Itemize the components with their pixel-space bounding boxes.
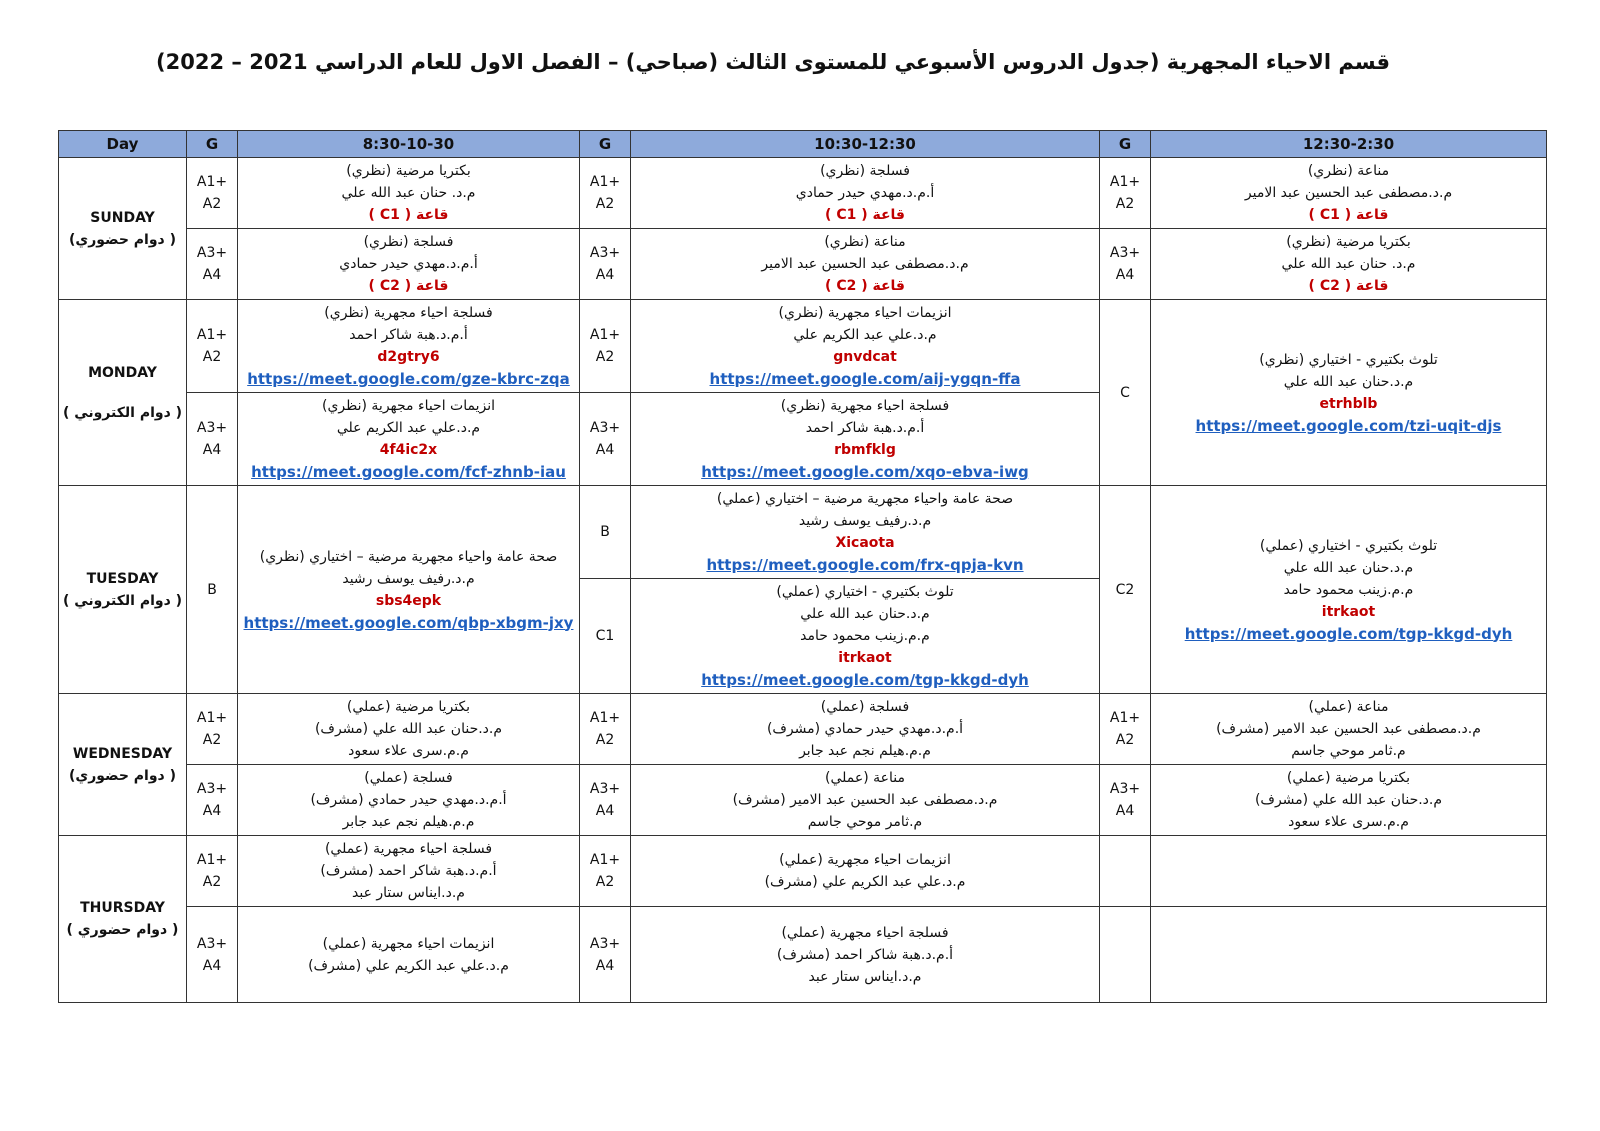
- teacher-name: م.د.ايناس ستار عبد: [808, 968, 922, 985]
- tuesday-row-1: [59, 486, 1547, 579]
- hall-label: قاعة ( C1 ): [1308, 207, 1389, 223]
- hall-label: قاعة ( C2 ): [1308, 278, 1389, 294]
- meet-link[interactable]: https://meet.google.com/tgp-kkgd-dyh: [701, 671, 1029, 689]
- header-group: G: [187, 131, 238, 158]
- empty-cell: [1100, 907, 1151, 1003]
- group-label: A4: [595, 957, 615, 974]
- meet-link[interactable]: https://meet.google.com/aij-ygqn-ffa: [709, 370, 1021, 388]
- subject-name: انزيمات احياء مجهرية (نظري): [321, 398, 496, 414]
- group-label: A3+: [196, 420, 228, 436]
- teacher-name: أ.م.د.هبة شاكر احمد: [349, 327, 468, 343]
- day-cell-wednesday: [59, 694, 187, 836]
- group-label: A1+: [196, 327, 228, 343]
- header-row: [59, 131, 1547, 158]
- group-label: A4: [595, 803, 615, 819]
- subject-name: انزيمات احياء مجهرية (عملي): [322, 935, 495, 952]
- meet-link[interactable]: https://meet.google.com/xqo-ebva-iwg: [701, 463, 1029, 481]
- class-cell: [631, 229, 1100, 300]
- class-cell: [631, 765, 1100, 836]
- day-cell-thursday: [59, 836, 187, 1003]
- class-cell: [238, 229, 580, 300]
- group-label: A2: [202, 732, 222, 748]
- day-mode: ( دوام الكتروني ): [62, 592, 183, 609]
- meet-link[interactable]: https://meet.google.com/frx-qpja-kvn: [706, 556, 1024, 574]
- teacher-name: م.د.مصطفى عبد الحسين عبد الامير (مشرف): [1216, 721, 1481, 737]
- teacher-name: م.د.علي عبد الكريم علي: [336, 420, 481, 436]
- group-label: A3+: [1109, 245, 1141, 261]
- group-label: A3+: [196, 781, 228, 797]
- group-label: A2: [202, 196, 222, 212]
- class-code: d2gtry6: [377, 349, 440, 365]
- group-cell: [187, 229, 238, 300]
- subject-name: تلوث بكتيري - اختياري (عملي): [1259, 537, 1438, 554]
- hall-label: قاعة ( C2 ): [368, 278, 449, 294]
- subject-name: انزيمات احياء مجهرية (نظري): [778, 305, 952, 321]
- group-label: A4: [1115, 267, 1135, 283]
- subject-name: فسلجة (عملي): [364, 770, 453, 786]
- group-label: A2: [595, 874, 615, 890]
- meet-link[interactable]: https://meet.google.com/fcf-zhnb-iau: [251, 463, 566, 481]
- header-group: G: [1100, 131, 1151, 158]
- group-label: A3+: [589, 245, 621, 261]
- group-label: A4: [202, 957, 222, 974]
- class-cell: [1151, 300, 1547, 486]
- group-cell: [1100, 300, 1151, 486]
- hall-label: قاعة ( C1 ): [825, 207, 905, 223]
- group-label: A3+: [589, 935, 621, 952]
- group-label: A3+: [589, 420, 621, 436]
- subject-name: مناعة (عملي): [1308, 699, 1389, 715]
- group-label: A2: [595, 732, 615, 748]
- group-label: A4: [595, 442, 615, 458]
- teacher-name: م.ثامر موحي جاسم: [1291, 743, 1406, 759]
- class-cell: [1151, 694, 1547, 765]
- teacher-name: أ.م.د.مهدي حيدر حمادي (مشرف): [766, 721, 964, 737]
- group-label: A3+: [196, 935, 228, 952]
- group-cell: [187, 158, 238, 229]
- group-label: A4: [202, 267, 222, 283]
- meet-link[interactable]: https://meet.google.com/tgp-kkgd-dyh: [1184, 624, 1513, 643]
- teacher-name: م.د.مصطفى عبد الحسين عبد الامير: [1244, 185, 1453, 201]
- class-code: gnvdcat: [833, 349, 897, 365]
- group-label: A2: [595, 349, 615, 365]
- hall-label: قاعة ( C1 ): [368, 207, 449, 223]
- day-name: TUESDAY: [86, 570, 159, 587]
- class-cell: [631, 836, 1100, 907]
- subject-name: بكتريا مرضية (عملي): [346, 699, 471, 715]
- subject-name: صحة عامة واحياء مجهرية مرضية – اختياري (نظري): [259, 548, 558, 565]
- group-label: A2: [202, 349, 222, 365]
- class-cell: [631, 158, 1100, 229]
- header-slot-3: 12:30-2:30: [1151, 131, 1547, 158]
- group-label: A2: [595, 196, 615, 212]
- class-code: itrkaot: [838, 650, 892, 666]
- teacher-name: أ.م.د.مهدي حيدر حمادي (مشرف): [310, 792, 507, 808]
- class-cell: [1151, 486, 1547, 694]
- class-cell: [631, 907, 1100, 1003]
- day-mode: ( دوام حضوري): [68, 231, 177, 248]
- subject-name: مناعة (نظري): [824, 234, 906, 250]
- wednesday-row-1: [59, 694, 1547, 765]
- day-name: WEDNESDAY: [72, 745, 173, 762]
- wednesday-row-2: [59, 765, 1547, 836]
- meet-link[interactable]: https://meet.google.com/qbp-xbgm-jxy: [243, 613, 574, 632]
- page-title: قسم الاحياء المجهرية (جدول الدروس الأسبوعي للمستوى الثالث (صباحي) – الفصل الاول للعام الدراسي 2021 – 2022): [156, 50, 1390, 74]
- subject-name: مناعة (نظري): [1307, 163, 1390, 179]
- group-label: A1+: [196, 174, 228, 190]
- class-code: 4f4ic2x: [379, 442, 438, 458]
- class-code: rbmfklg: [834, 442, 896, 458]
- class-code: etrhblb: [1319, 395, 1378, 412]
- teacher-name: م.د.حنان عبد الله علي: [800, 606, 930, 622]
- teacher-name: م.د.علي عبد الكريم علي (مشرف): [308, 957, 509, 974]
- group-label: B: [600, 524, 610, 540]
- teacher-name: أ.م.د.هبة شاكر احمد (مشرف): [776, 946, 954, 963]
- class-cell: [238, 694, 580, 765]
- teacher-name: م.د.علي عبد الكريم علي: [793, 327, 937, 343]
- thursday-row-2: [59, 907, 1547, 1003]
- teacher-name: م.م.هيلم نجم عبد جابر: [342, 814, 475, 830]
- subject-name: بكتريا مرضية (عملي): [1286, 770, 1411, 786]
- class-cell: [631, 300, 1100, 393]
- group-cell: [1100, 229, 1151, 300]
- group-label: B: [207, 581, 217, 598]
- group-label: C: [1120, 384, 1130, 401]
- subject-name: بكتريا مرضية (نظري): [346, 163, 471, 179]
- meet-link[interactable]: https://meet.google.com/tzi-uqit-djs: [1195, 416, 1502, 435]
- header-day: Day: [59, 131, 187, 158]
- group-label: A4: [595, 267, 615, 283]
- class-code: Xicaota: [835, 535, 895, 551]
- teacher-name: م.د.علي عبد الكريم علي (مشرف): [764, 874, 966, 890]
- group-cell: [187, 694, 238, 765]
- day-name: MONDAY: [88, 364, 157, 381]
- group-cell: [580, 158, 631, 229]
- thursday-row-1: [59, 836, 1547, 907]
- group-cell: [187, 486, 238, 694]
- header-slot-2: 10:30-12:30: [631, 131, 1100, 158]
- group-label: A1+: [196, 852, 228, 868]
- teacher-name: أ.م.د.مهدي حيدر حمادي: [339, 256, 478, 272]
- subject-name: تلوث بكتيري - اختياري (نظري): [1259, 351, 1438, 368]
- subject-name: فسلجة (عملي): [820, 699, 910, 715]
- class-cell: [1151, 229, 1547, 300]
- teacher-name: م.د.مصطفى عبد الحسين عبد الامير (مشرف): [732, 792, 998, 808]
- group-cell: [580, 765, 631, 836]
- group-cell: [580, 579, 631, 694]
- group-label: A1+: [589, 174, 621, 190]
- teacher-name: م.م.زينب محمود حامد: [800, 628, 930, 644]
- group-cell: [187, 907, 238, 1003]
- teacher-name: م.ثامر موحي جاسم: [807, 814, 923, 830]
- subject-name: فسلجة احياء مجهرية (عملي): [324, 841, 493, 857]
- group-label: A4: [1115, 803, 1135, 819]
- teacher-name: م.د.مصطفى عبد الحسين عبد الامير: [761, 256, 969, 272]
- group-cell: [580, 907, 631, 1003]
- group-cell: [1100, 765, 1151, 836]
- group-cell: [580, 300, 631, 393]
- day-cell-monday: [59, 300, 187, 486]
- group-label: A3+: [1109, 781, 1141, 797]
- group-label: C1: [595, 628, 615, 644]
- monday-row-1: [59, 300, 1547, 393]
- class-cell: [1151, 765, 1547, 836]
- group-cell: [1100, 158, 1151, 229]
- header-group: G: [580, 131, 631, 158]
- meet-link[interactable]: https://meet.google.com/gze-kbrc-zqa: [247, 370, 570, 388]
- teacher-name: م.د.حنان عبد الله علي (مشرف): [314, 721, 503, 737]
- day-name: THURSDAY: [80, 900, 165, 916]
- teacher-name: م.د.رفيف يوسف رشيد: [798, 513, 932, 529]
- group-cell: [580, 836, 631, 907]
- group-label: A4: [202, 803, 222, 819]
- teacher-name: م.د.حنان عبد الله علي: [1283, 373, 1414, 390]
- header-slot-1: 8:30-10-30: [238, 131, 580, 158]
- class-cell: [238, 765, 580, 836]
- group-label: A1+: [589, 852, 621, 868]
- group-cell: [580, 486, 631, 579]
- class-cell: [238, 836, 580, 907]
- class-cell: [238, 486, 580, 694]
- group-label: C2: [1115, 581, 1135, 598]
- group-cell: [580, 694, 631, 765]
- teacher-name: م.د. حنان عبد الله علي: [341, 185, 476, 201]
- sunday-row-2: [59, 229, 1547, 300]
- group-label: A1+: [589, 710, 621, 726]
- subject-name: فسلجة احياء مجهرية (عملي): [781, 924, 949, 941]
- group-cell: [1100, 694, 1151, 765]
- day-mode: ( دوام حضوري ): [66, 922, 179, 938]
- class-cell: [1151, 158, 1547, 229]
- hall-label: قاعة ( C2 ): [825, 278, 905, 294]
- teacher-name: م.د.رفيف يوسف رشيد: [342, 570, 475, 587]
- subject-name: انزيمات احياء مجهرية (عملي): [779, 852, 951, 868]
- empty-cell: [1151, 907, 1547, 1003]
- day-name: SUNDAY: [90, 209, 155, 226]
- teacher-name: م.م.زينب محمود حامد: [1283, 581, 1414, 598]
- class-cell: [631, 579, 1100, 694]
- subject-name: فسلجة احياء مجهرية (نظري): [780, 398, 950, 414]
- class-code: itrkaot: [1321, 603, 1376, 620]
- group-cell: [187, 765, 238, 836]
- empty-cell: [1100, 836, 1151, 907]
- group-cell: [1100, 486, 1151, 694]
- group-cell: [187, 393, 238, 486]
- class-cell: [631, 694, 1100, 765]
- class-cell: [238, 300, 580, 393]
- teacher-name: م.م.هيلم نجم عبد جابر: [799, 743, 931, 759]
- teacher-name: أ.م.د.هبة شاكر احمد (مشرف): [320, 863, 497, 879]
- teacher-name: م.د.ايناس ستار عبد: [352, 885, 465, 901]
- subject-name: تلوث بكتيري - اختياري (عملي): [776, 584, 954, 600]
- class-cell: [238, 393, 580, 486]
- group-label: A2: [1115, 196, 1135, 212]
- day-cell-tuesday: [59, 486, 187, 694]
- group-cell: [187, 300, 238, 393]
- subject-name: فسلجة احياء مجهرية (نظري): [324, 305, 493, 321]
- subject-name: بكتريا مرضية (نظري): [1286, 234, 1411, 250]
- teacher-name: م.د. حنان عبد الله علي: [1281, 256, 1416, 272]
- group-label: A3+: [196, 245, 228, 261]
- day-mode: ( دوام حضوري): [68, 767, 177, 784]
- empty-cell: [1151, 836, 1547, 907]
- group-label: A1+: [589, 327, 621, 343]
- teacher-name: م.م.سرى علاء سعود: [1288, 814, 1409, 830]
- class-cell: [631, 486, 1100, 579]
- class-cell: [238, 907, 580, 1003]
- day-mode: ( دوام الكتروني ): [62, 404, 183, 421]
- group-label: A1+: [196, 710, 228, 726]
- subject-name: فسلجة (نظري): [820, 163, 910, 179]
- group-cell: [580, 393, 631, 486]
- group-label: A1+: [1109, 710, 1141, 726]
- subject-name: فسلجة (نظري): [363, 234, 454, 250]
- schedule-table: [58, 130, 1547, 1003]
- teacher-name: م.م.سرى علاء سعود: [348, 743, 469, 759]
- subject-name: صحة عامة واحياء مجهرية مرضية – اختياري (عملي): [716, 491, 1014, 507]
- group-cell: [187, 836, 238, 907]
- group-label: A4: [202, 442, 222, 458]
- subject-name: مناعة (عملي): [825, 770, 905, 786]
- teacher-name: أ.م.د.هبة شاكر احمد: [805, 420, 925, 436]
- day-cell-sunday: [59, 158, 187, 300]
- teacher-name: م.د.حنان عبد الله علي (مشرف): [1254, 792, 1443, 808]
- class-cell: [238, 158, 580, 229]
- class-cell: [631, 393, 1100, 486]
- teacher-name: م.د.حنان عبد الله علي: [1283, 559, 1414, 576]
- group-label: A1+: [1109, 174, 1141, 190]
- teacher-name: أ.م.د.مهدي حيدر حمادي: [795, 185, 935, 201]
- group-cell: [580, 229, 631, 300]
- group-label: A3+: [589, 781, 621, 797]
- class-code: sbs4epk: [375, 592, 442, 609]
- sunday-row-1: [59, 158, 1547, 229]
- group-label: A2: [1115, 732, 1135, 748]
- group-label: A2: [202, 874, 222, 890]
